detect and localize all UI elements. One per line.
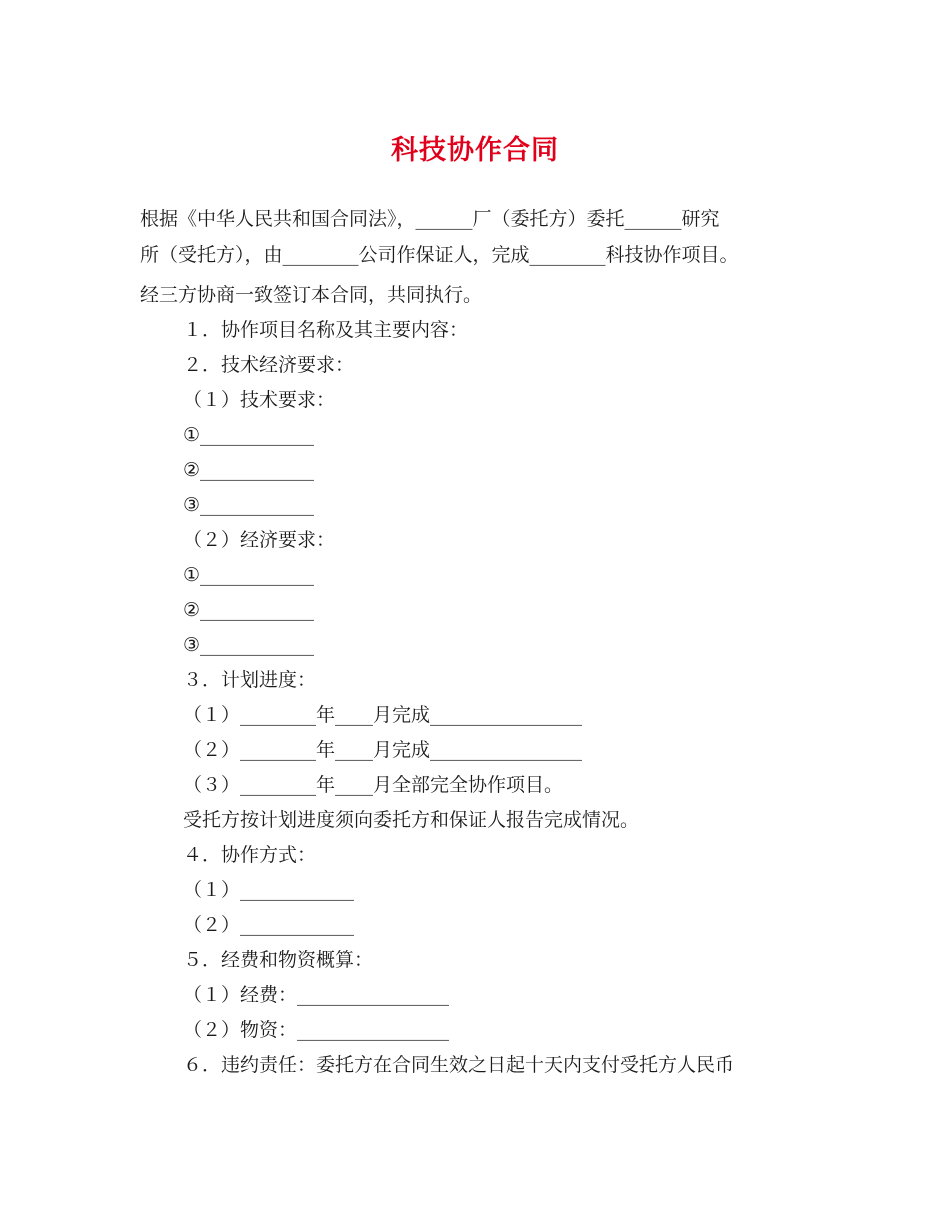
blank-item: ②____________	[183, 459, 315, 481]
paragraph-line: 所（受托方），由________公司作保证人，完成________科技协作项目。	[140, 244, 739, 266]
subsection-heading: （２）经济要求：	[183, 529, 336, 551]
schedule-item: （１）________年____月完成________________	[183, 704, 583, 726]
section-heading: １．协作项目名称及其主要内容：	[183, 319, 469, 341]
blank-item: ①____________	[183, 424, 315, 446]
section-heading: ３．计划进度：	[183, 669, 317, 691]
paragraph-line: 经三方协商一致签订本合同，共同执行。	[140, 284, 483, 306]
schedule-item: （３）________年____月全部完全协作项目。	[183, 774, 564, 796]
blank-item: ③____________	[183, 494, 315, 516]
blank-item: （２）____________	[183, 914, 355, 936]
section-heading: ５．经费和物资概算：	[183, 949, 374, 971]
blank-item: ①____________	[183, 564, 315, 586]
budget-item: （２）物资：________________	[183, 1019, 450, 1041]
blank-item: ③____________	[183, 634, 315, 656]
subsection-heading: （１）技术要求：	[183, 389, 336, 411]
section-heading: ６．违约责任：委托方在合同生效之日起十天内支付受托方人民币	[183, 1054, 735, 1076]
paragraph-line: 根据《中华人民共和国合同法》，______厂（委托方）委托______研究	[140, 208, 720, 230]
section-heading: ４．协作方式：	[183, 844, 317, 866]
schedule-item: （２）________年____月完成________________	[183, 739, 583, 761]
section-heading: ２．技术经济要求：	[183, 354, 355, 376]
budget-item: （１）经费：________________	[183, 984, 450, 1006]
blank-item: （１）____________	[183, 879, 355, 901]
blank-item: ②____________	[183, 599, 315, 621]
paragraph-line: 受托方按计划进度须向委托方和保证人报告完成情况。	[183, 809, 640, 831]
document-title: 科技协作合同	[391, 135, 559, 166]
